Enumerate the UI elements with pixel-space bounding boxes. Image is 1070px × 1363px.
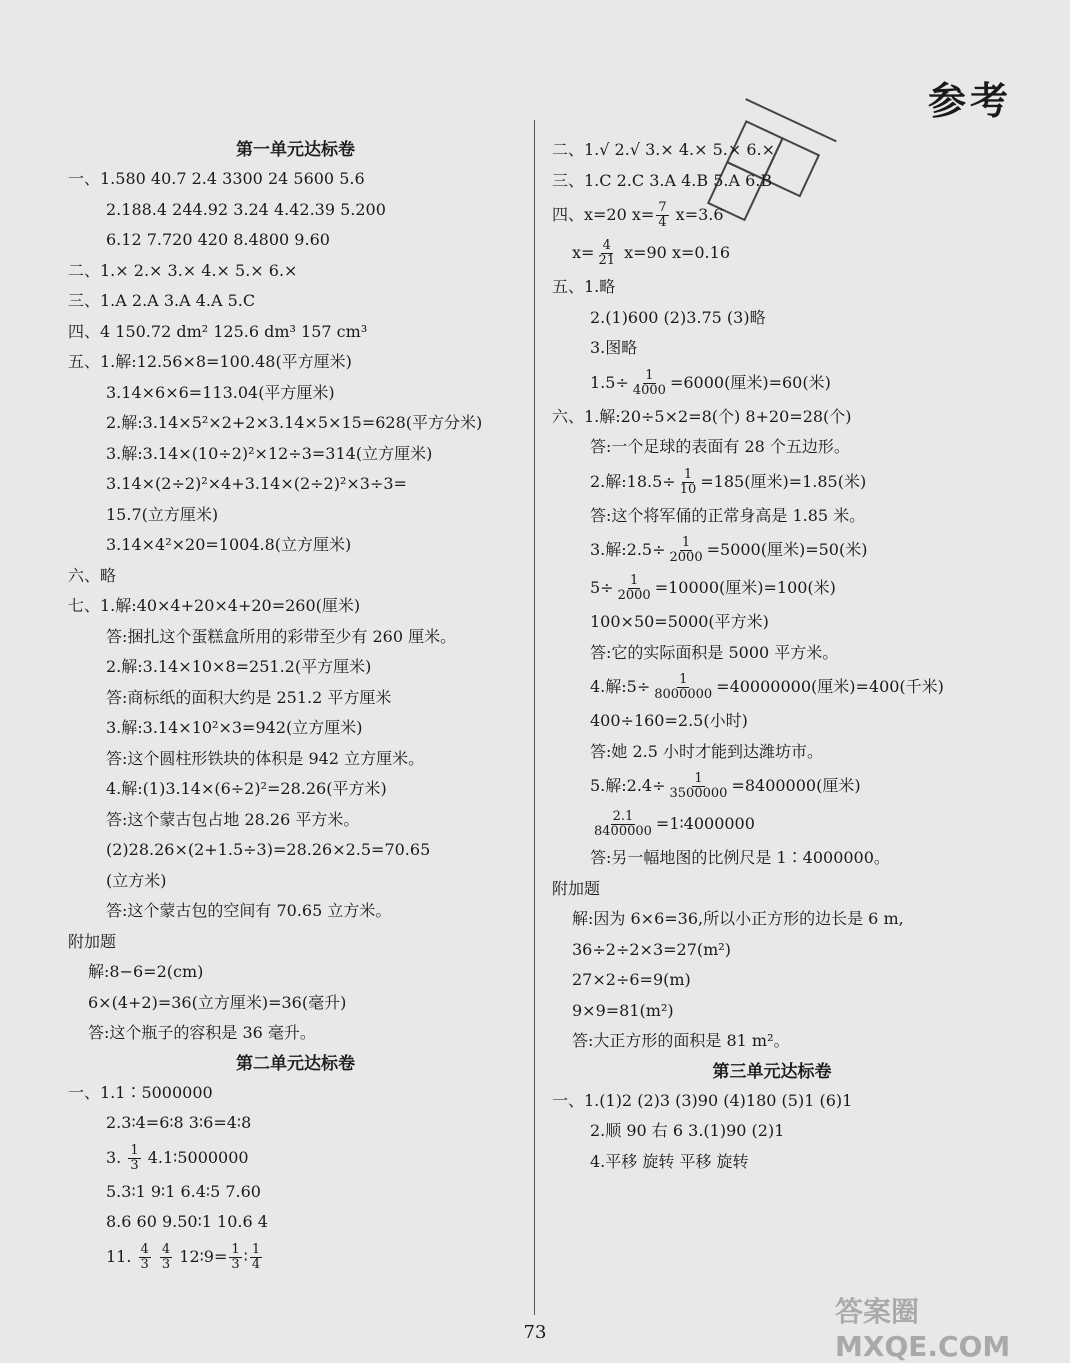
- text-segment: =5000(厘米)=50(米): [706, 540, 868, 559]
- text-segment: 4.解:5÷: [590, 677, 651, 696]
- answer-line: [552, 364, 992, 402]
- fraction-denominator: 3: [161, 1256, 171, 1272]
- answer-line: 3.图略: [590, 338, 638, 357]
- fraction-denominator: 3: [140, 1256, 149, 1272]
- watermark: 答案圈 MXQE.COM: [835, 1295, 1011, 1363]
- text-segment: x=90 x=0.16: [618, 243, 730, 262]
- fraction-numerator: 4: [140, 1241, 149, 1257]
- answer-line: 答:它的实际面积是 5000 平方米。: [590, 642, 839, 662]
- fraction-numerator: 1: [683, 466, 693, 482]
- answer-line: 答:这个将军俑的正常身高是 1.85 米。: [590, 505, 866, 525]
- fraction-denominator: 4000: [632, 382, 666, 398]
- text-segment: =6000(厘米)=60(米): [669, 372, 831, 392]
- answer-line: 4.平移 旋转 平移 旋转: [590, 1151, 749, 1171]
- answer-line: 6×(4+2)=36(立方厘米)=36(毫升): [88, 992, 347, 1012]
- text-segment: 1.5÷: [590, 372, 629, 392]
- left-column: [68, 135, 523, 1276]
- text-segment: =1∶4000000: [655, 814, 755, 833]
- answer-line: [552, 234, 992, 272]
- fraction-denominator: 3: [231, 1256, 240, 1272]
- answer-line: 5.3∶1 9∶1 6.4∶5 7.60: [106, 1181, 261, 1201]
- text-segment: x=: [572, 243, 595, 262]
- answer-line: [68, 1139, 523, 1177]
- text-segment: ∶: [243, 1246, 248, 1266]
- answer-line: 4.解:(1)3.14×(6÷2)²=28.26(平方米): [106, 779, 387, 798]
- fraction-numerator: 4: [602, 238, 611, 253]
- fraction-numerator: 1: [679, 672, 688, 687]
- right-column: [552, 135, 992, 1177]
- answer-line: 100×50=5000(平方米): [590, 612, 769, 631]
- answer-line: 答:她 2.5 小时才能到达潍坊市。: [590, 741, 824, 761]
- answer-line: 2.(1)600 (2)3.75 (3)略: [590, 307, 766, 327]
- fraction-numerator: 2.1: [612, 809, 634, 824]
- text-segment: x=3.6: [670, 205, 724, 224]
- section-title: 第二单元达标卷: [236, 1053, 355, 1074]
- answer-line: 3.14×4²×20=1004.8(立方厘米): [106, 535, 352, 554]
- answer-line: 答:这个蒙古包的空间有 70.65 立方米。: [106, 901, 392, 920]
- answer-line: 二、1.× 2.× 3.× 4.× 5.× 6.×: [68, 260, 298, 280]
- answer-line: 答:捆扎这个蛋糕盒所用的彩带至少有 260 厘米。: [106, 626, 457, 646]
- text-segment: =185(厘米)=1.85(米): [700, 471, 867, 491]
- fraction: [128, 1144, 140, 1173]
- answer-line: (立方米): [106, 870, 167, 890]
- fraction: [596, 239, 617, 268]
- answer-line: [552, 196, 992, 234]
- answer-line: [552, 805, 992, 843]
- fraction-denominator: 21: [598, 253, 615, 268]
- answer-line: 五、1.解:12.56×8=100.48(平方厘米): [68, 352, 352, 371]
- text-segment: 5÷: [590, 578, 614, 597]
- text-segment: 2.解:18.5÷: [590, 471, 676, 491]
- fraction-denominator: 2000: [669, 550, 703, 565]
- answer-line: 2.解:3.14×10×8=251.2(平方厘米): [106, 657, 372, 676]
- answer-line: 2.3∶4=6∶8 3∶6=4∶8: [106, 1113, 252, 1132]
- answer-line: 3.解:3.14×10²×3=942(立方厘米): [106, 718, 363, 737]
- text-segment: =8400000(厘米): [731, 776, 861, 795]
- fraction-numerator: 7: [658, 200, 667, 215]
- fraction-denominator: 10: [679, 481, 697, 497]
- section-title: 第一单元达标卷: [236, 140, 355, 160]
- fraction-numerator: 1: [130, 1142, 139, 1158]
- answer-line: 答:商标纸的面积大约是 251.2 平方厘米: [106, 687, 392, 707]
- answer-line: 答:这个瓶子的容积是 36 毫升。: [88, 1023, 316, 1042]
- fraction-numerator: 1: [630, 573, 639, 588]
- answer-line: 15.7(立方厘米): [106, 504, 219, 524]
- column-divider: [534, 120, 535, 1315]
- text-segment: 12∶9=: [174, 1246, 228, 1266]
- answer-line: 六、略: [68, 565, 117, 585]
- answer-line: 3.14×(2÷2)²×4+3.14×(2÷2)²×3÷3=: [106, 474, 407, 493]
- fraction: [250, 1243, 262, 1272]
- answer-line: 2.188.4 244.92 3.24 4.42.39 5.200: [106, 199, 386, 219]
- fraction-denominator: 4: [658, 215, 667, 230]
- answer-line: 36÷2÷2×3=27(m²): [572, 939, 731, 959]
- answer-line: 8.6 60 9.50∶1 10.6 4: [106, 1212, 268, 1231]
- answer-line: 五、1.略: [552, 277, 616, 296]
- answer-line: 27×2÷6=9(m): [572, 970, 691, 989]
- answer-line: 6.12 7.720 420 8.4800 9.60: [106, 230, 330, 249]
- fraction: [592, 810, 654, 839]
- answer-line: 七、1.解:40×4+20×4+20=260(厘米): [68, 596, 361, 615]
- fraction-denominator: 8400000: [594, 824, 652, 839]
- answer-line: 答:一个足球的表面有 28 个五边形。: [590, 437, 850, 456]
- answer-line: 答:这个圆柱形铁块的体积是 942 立方厘米。: [106, 748, 425, 768]
- text-segment: =10000(厘米)=100(米): [654, 578, 836, 597]
- fraction-denominator: 4: [251, 1256, 261, 1272]
- fraction: [631, 369, 668, 398]
- answer-line: 3.解:3.14×(10÷2)²×12÷3=314(立方厘米): [106, 443, 433, 463]
- answer-line: [552, 767, 992, 805]
- answer-line: 一、1.(1)2 (2)3 (3)90 (4)180 (5)1 (6)1: [552, 1090, 853, 1110]
- answer-line: [552, 569, 992, 607]
- page-header: 参考: [928, 78, 1013, 123]
- answer-line: [552, 531, 992, 569]
- fraction: [668, 772, 730, 801]
- answer-line: 六、1.解:20÷5×2=8(个) 8+20=28(个): [552, 406, 852, 426]
- answer-line: 三、1.A 2.A 3.A 4.A 5.C: [68, 291, 256, 310]
- fraction: [678, 468, 699, 497]
- answer-line: [68, 1238, 523, 1276]
- fraction: [656, 201, 668, 230]
- text-segment: 3.: [106, 1147, 127, 1167]
- fraction-numerator: 1: [645, 367, 654, 383]
- fraction: [668, 536, 705, 565]
- text-segment: 四、x=20 x=: [552, 205, 655, 224]
- section-title: 第三单元达标卷: [712, 1061, 832, 1082]
- answer-line: 二、1.√ 2.√ 3.× 4.× 5.× 6.×: [552, 140, 776, 159]
- answer-line: 一、1.580 40.7 2.4 3300 24 5600 5.6: [68, 169, 365, 188]
- answer-line: 附加题: [68, 931, 117, 951]
- answer-line: 2.解:3.14×5²×2+2×3.14×5×15=628(平方分米): [106, 413, 483, 432]
- answer-line: 答:这个蒙古包占地 28.26 平方米。: [106, 809, 360, 829]
- answer-line: 三、1.C 2.C 3.A 4.B 5.A 6.B: [552, 170, 773, 190]
- text-segment: 11.: [106, 1246, 137, 1266]
- page-number: 73: [523, 1322, 547, 1343]
- fraction-numerator: 1: [694, 771, 703, 786]
- text-segment: 4.1∶5000000: [142, 1147, 249, 1167]
- answer-line: 一、1.1∶5000000: [68, 1082, 213, 1102]
- answer-line: [552, 668, 992, 706]
- fraction: [652, 673, 714, 702]
- text-segment: =40000000(厘米)=400(千米): [716, 677, 944, 696]
- answer-line: (2)28.26×(2+1.5÷3)=28.26×2.5=70.65: [106, 840, 431, 859]
- fraction-numerator: 1: [231, 1241, 240, 1257]
- answer-line: 解:8−6=2(cm): [88, 962, 204, 981]
- fraction: [616, 574, 653, 603]
- answer-line: 附加题: [552, 878, 601, 898]
- answer-line: 答:大正方形的面积是 81 m²。: [572, 1031, 790, 1050]
- fraction: [229, 1243, 241, 1272]
- answer-line: 9×9=81(m²): [572, 1000, 674, 1020]
- fraction-denominator: 8000000: [654, 687, 713, 702]
- answer-line: 2.顺 90 右 6 3.(1)90 (2)1: [590, 1121, 785, 1140]
- fraction-denominator: 2000: [617, 588, 651, 603]
- fraction: [160, 1243, 172, 1272]
- fraction-numerator: 1: [251, 1241, 261, 1257]
- answer-line: 四、4 150.72 dm² 125.6 dm³ 157 cm³: [68, 321, 368, 341]
- answer-line: 解:因为 6×6=36,所以小正方形的边长是 6 m,: [572, 909, 904, 928]
- answer-line: 答:另一幅地图的比例尺是 1∶4000000。: [590, 848, 890, 867]
- answer-line: 3.14×6×6=113.04(平方厘米): [106, 382, 335, 402]
- fraction-numerator: 4: [161, 1241, 171, 1257]
- fraction: [139, 1243, 151, 1272]
- fraction-denominator: 3500000: [669, 786, 728, 801]
- text-segment: [153, 1247, 158, 1266]
- text-segment: 3.解:2.5÷: [590, 540, 666, 559]
- text-segment: 5.解:2.4÷: [590, 776, 666, 795]
- fraction-numerator: 1: [681, 535, 691, 550]
- answer-line: [552, 463, 992, 501]
- fraction-denominator: 3: [130, 1157, 139, 1173]
- answer-line: 400÷160=2.5(小时): [590, 711, 748, 730]
